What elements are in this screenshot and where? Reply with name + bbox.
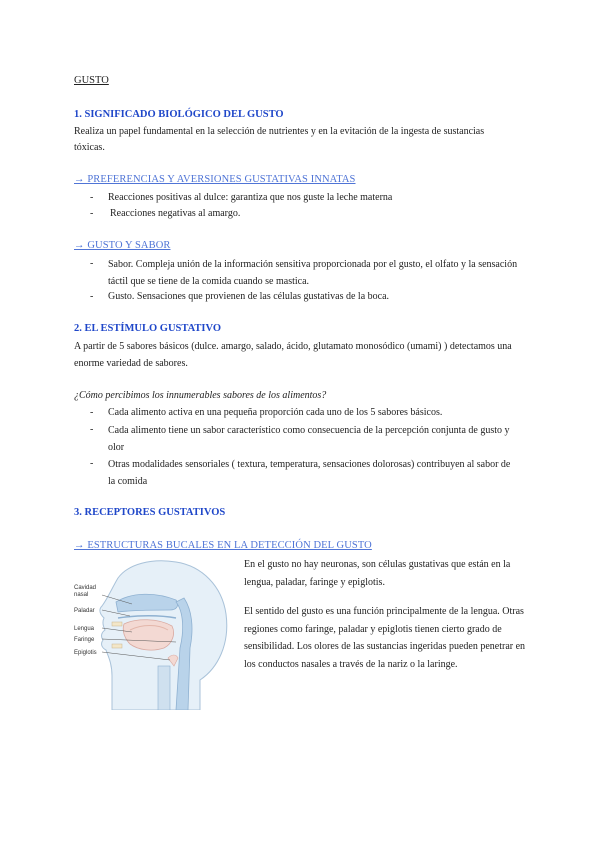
head-anatomy-figure [72,558,238,710]
bullet-dash: - [90,258,94,269]
list-item: Reacciones negativas al amargo. [110,208,241,219]
section-2-intro: A partir de 5 sabores básicos (dulce. amargo, salado, ácido, glutamato monosódico (umami) ) detectamos una enorme variedad de sabores. [74,341,512,369]
figure-label-faringe: Faringe [74,637,95,643]
figure-label-cavidad: Cavidad [74,585,97,591]
section-3-heading: 3. RECEPTORES GUSTATIVOS [74,507,226,518]
list-item: Sabor. Compleja unión de la información sensitiva proporcionada por el gusto, el olfato y la sensación táctil que se tiene de la comida cuando se mastica. [108,259,518,287]
list-item: Cada alimento activa en una pequeña proporción cada uno de los 5 sabores básicos. [108,407,443,418]
bullet-dash: - [90,458,94,469]
subsection-estructuras-heading: → ESTRUCTURAS BUCALES EN LA DETECCIÓN DEL GUSTO [74,540,372,551]
list-item: Cada alimento tiene un sabor característico como consecuencia de la percepción conjunta de gusto y olor [108,425,510,453]
figure-label-nasal: nasal [74,592,89,598]
section-2-question: ¿Cómo percibimos los innumerables sabores de los alimentos? [74,390,327,401]
list-item: Gusto. Sensaciones que provienen de las células gustativas de la boca. [108,291,390,302]
figure-label-paladar: Paladar [74,608,95,614]
section-1-intro-line1: Realiza un papel fundamental en la selección de nutrientes y en la evitación de la ingesta de sustancias [74,126,485,137]
bullet-dash: - [90,192,94,203]
document-title: GUSTO [74,75,109,86]
list-item: Reacciones positivas al dulce: garantiza que nos guste la leche materna [108,192,393,203]
subsection-preferencias-heading: → PREFERENCIAS Y AVERSIONES GUSTATIVAS INNATAS [74,174,356,185]
figure-label-lengua: Lengua [74,626,95,632]
receptores-paragraph-2: El sentido del gusto es una función principalmente de la lengua. Otras regiones como faringe, paladar y epiglotis tienen cierto grado de sensibilidad. Los olores de las sustancias ingeridas pueden penetrar en los conductos nasales a través de la nariz o la laringe. [244,606,526,670]
section-2-heading: 2. EL ESTÍMULO GUSTATIVO [74,323,222,334]
bullet-dash: - [90,424,94,435]
list-item: Otras modalidades sensoriales ( textura, temperatura, sensaciones dolorosas) contribuyen al sabor de la comida [108,459,511,487]
section-1-heading: 1. SIGNIFICADO BIOLÓGICO DEL GUSTO [74,109,284,120]
bullet-dash: - [90,208,94,219]
bullet-dash: - [90,291,94,302]
figure-label-epiglotis: Epiglotis [74,650,97,656]
receptores-paragraph-1: En el gusto no hay neuronas, son células gustativas que están en la lengua, paladar, faringe y epiglotis. [244,559,511,588]
subsection-gusto-sabor-heading: → GUSTO Y SABOR [74,240,171,251]
bullet-dash: - [90,407,94,418]
section-1-intro-line2: tóxicas. [74,142,105,153]
